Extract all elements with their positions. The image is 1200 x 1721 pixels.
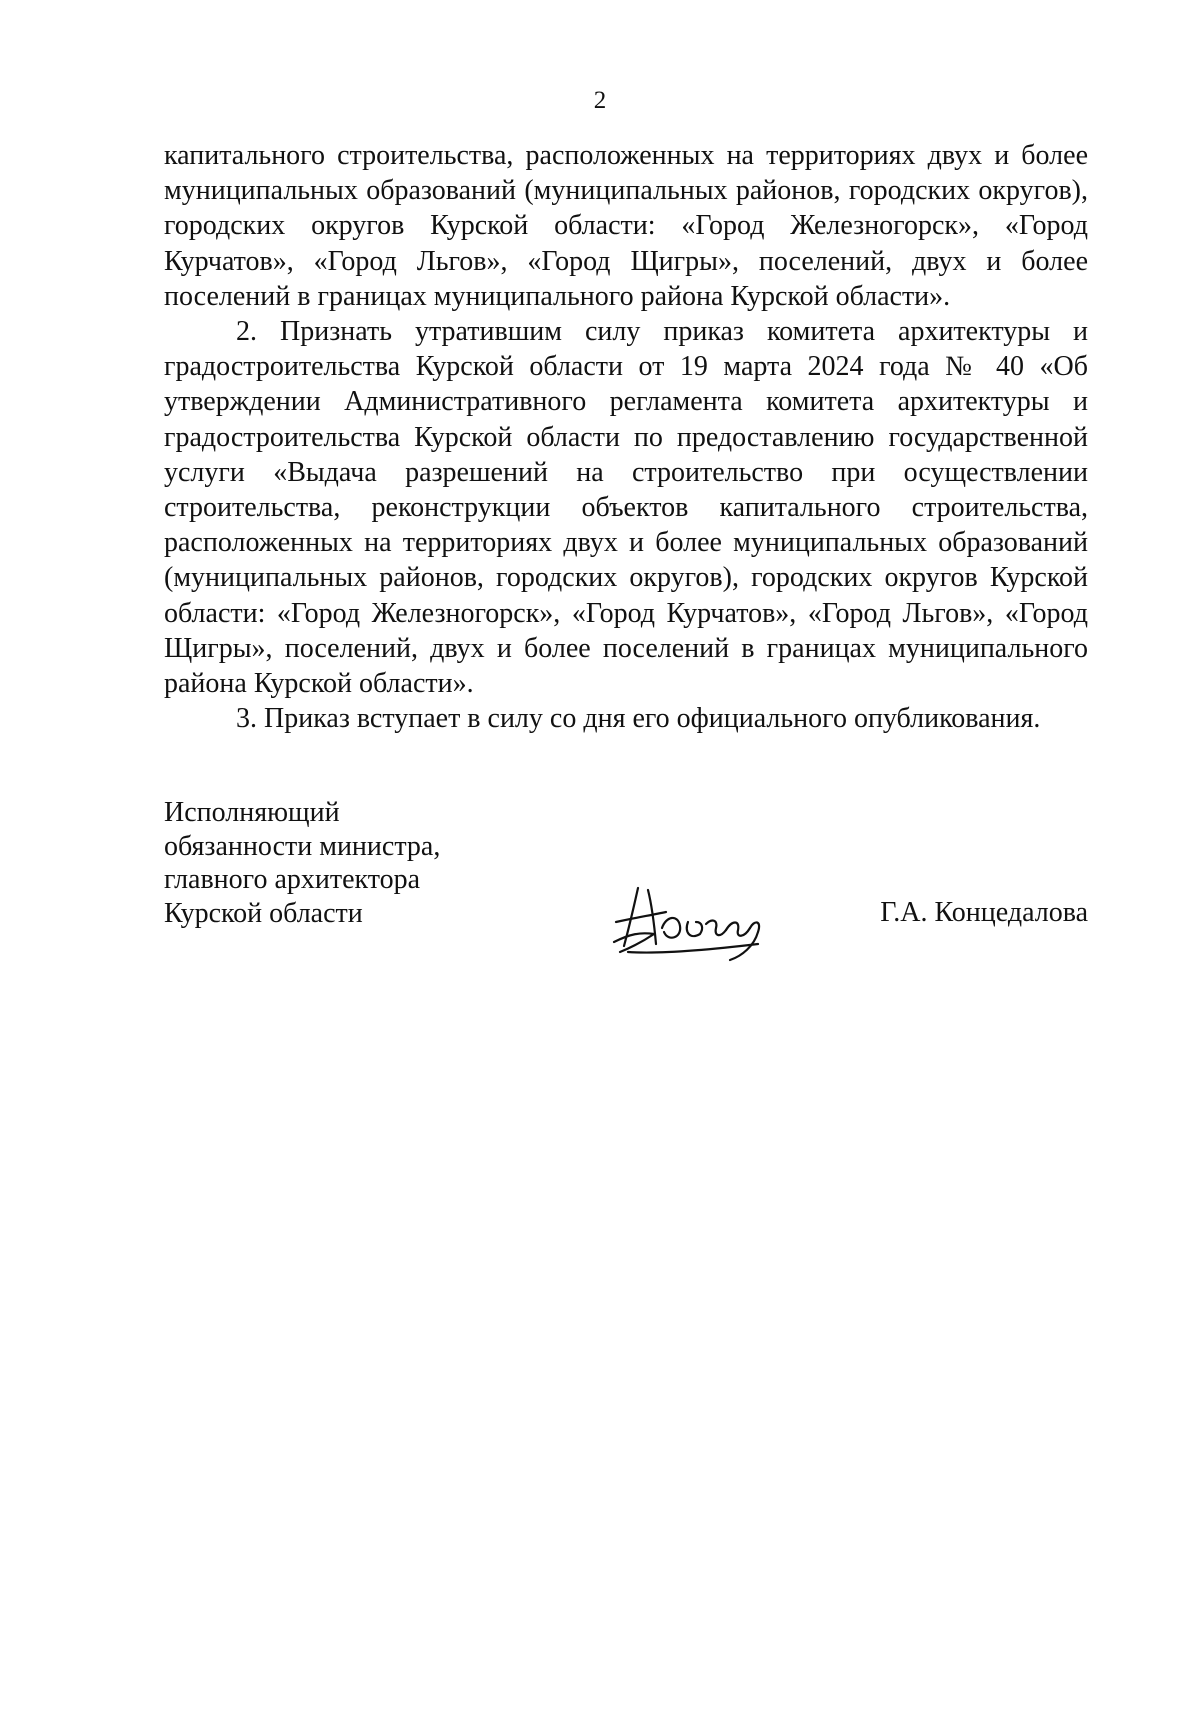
paragraph-item-3: 3. Приказ вступает в силу со дня его официального опубликования. [236, 703, 1041, 735]
handwritten-signature [608, 872, 778, 962]
signer-position-line: Исполняющий [164, 797, 340, 828]
page-number: 2 [593, 87, 607, 114]
document-body [164, 138, 1088, 736]
signer-position-line: главного архитектора [164, 864, 421, 895]
signer-position-line: обязанности министра, [164, 830, 441, 862]
paragraph-continuation: капитального строительства, расположенных на территориях двух и более муниципальных образований (муниципальных районов, городских округов), городских округов Курской области: «Город Железногорск», «Город Курчатов», «Город Льгов», «Город Щигры», поселений, двух и более поселений в границах муниципального района Курской области». [164, 140, 1088, 312]
signer-position-line: Курской области [164, 897, 363, 929]
signer-position [164, 796, 440, 930]
signer-name: Г.А. Концедалова [880, 897, 1088, 928]
paragraph-item-2: 2. Признать утратившим силу приказ комитета архитектуры и градостроительства Курской области от 19 марта 2024 года № 40 «Об утверждении Административного регламента комитета архитектуры и градостроительства Курской области по предоставлению государственной услуги «Выдача разрешений на строительство при осуществлении строительства, реконструкции объектов капитального строительства, расположенных на территориях двух и более муниципальных образований (муниципальных районов, городских округов), городских округов Курской области: «Город Железногорск», «Город Курчатов», «Город Льгов», «Город Щигры», поселений, двух и более поселений в границах муниципального района Курской области». [164, 316, 1088, 700]
signature-block [164, 796, 1088, 956]
